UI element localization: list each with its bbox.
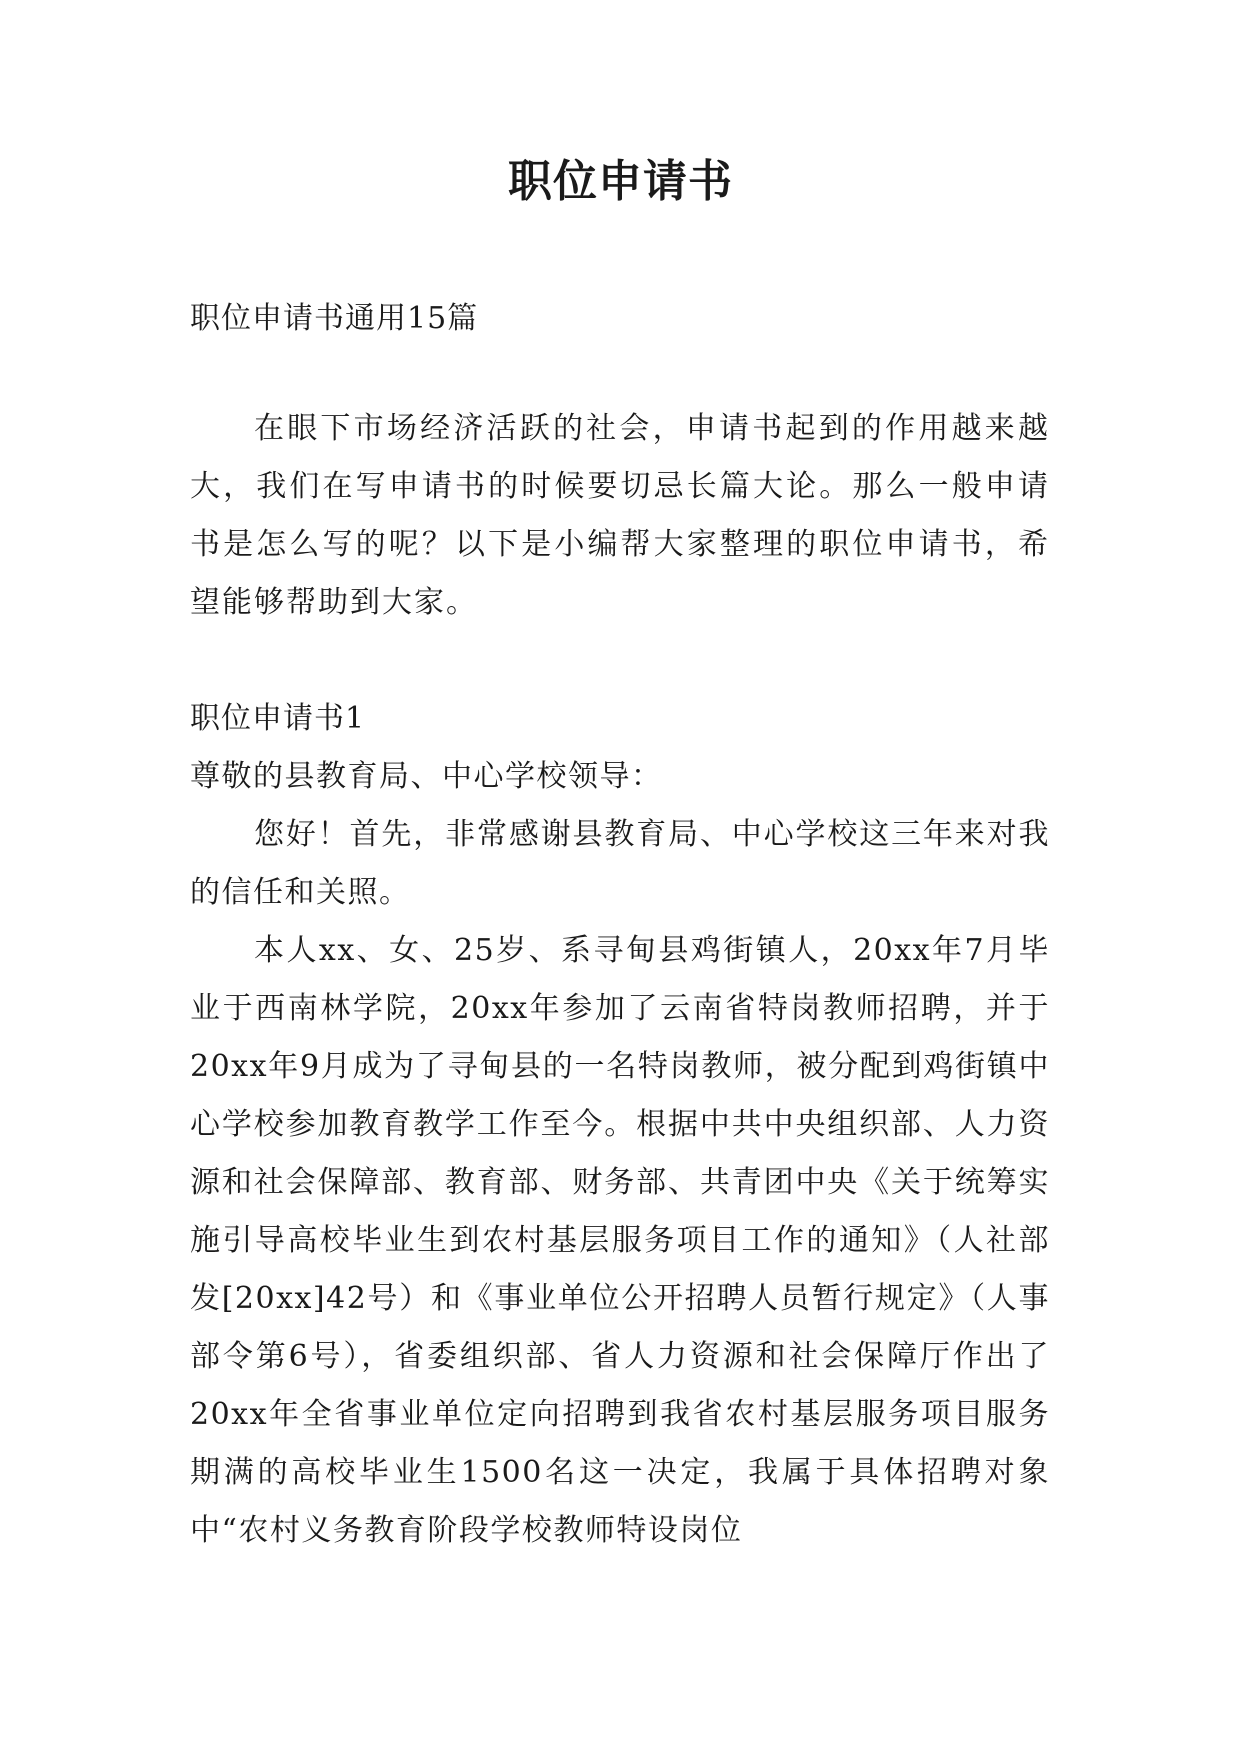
salutation: 尊敬的县教育局、中心学校领导： (190, 759, 663, 794)
greeting-paragraph: 您好！首先，非常感谢县教育局、中心学校这三年来对我的信任和关照。 (190, 817, 1050, 910)
body-paragraph: 本人xx、女、25岁、系寻甸县鸡街镇人，20xx年7月毕业于西南林学院，20xx年参加了云南省特岗教师招聘，并于20xx年9月成为了寻甸县的一名特岗教师，被分配到鸡街镇中心学校参加教育教学工作至今。根据中共中央组织部、人力资源和社会保障部、教育部、财务部、共青团中央《关于统筹实施引导高校毕业生到农村基层服务项目工作的通知》（人社部发[20xx]42号）和《事业单位公开招聘人员暂行规定》（人事部令第6号），省委组织部、省人力资源和社会保障厅作出了20xx年全省事业单位定向招聘到我省农村基层服务项目服务期满的高校毕业生1500名这一决定，我属于具体招聘对象中“农村义务教育阶段学校教师特设岗位 (190, 933, 1050, 1548)
section-1-heading: 职位申请书1 (190, 701, 366, 736)
intro-paragraph: 在眼下市场经济活跃的社会，申请书起到的作用越来越大，我们在写申请书的时候要切忌长篇大论。那么一般申请书是怎么写的呢？以下是小编帮大家整理的职位申请书，希望能够帮助到大家。 (190, 411, 1050, 620)
section-1 (190, 690, 1050, 1560)
document-title: 职位申请书 (508, 156, 733, 207)
document-subtitle: 职位申请书通用15篇 (190, 301, 479, 336)
